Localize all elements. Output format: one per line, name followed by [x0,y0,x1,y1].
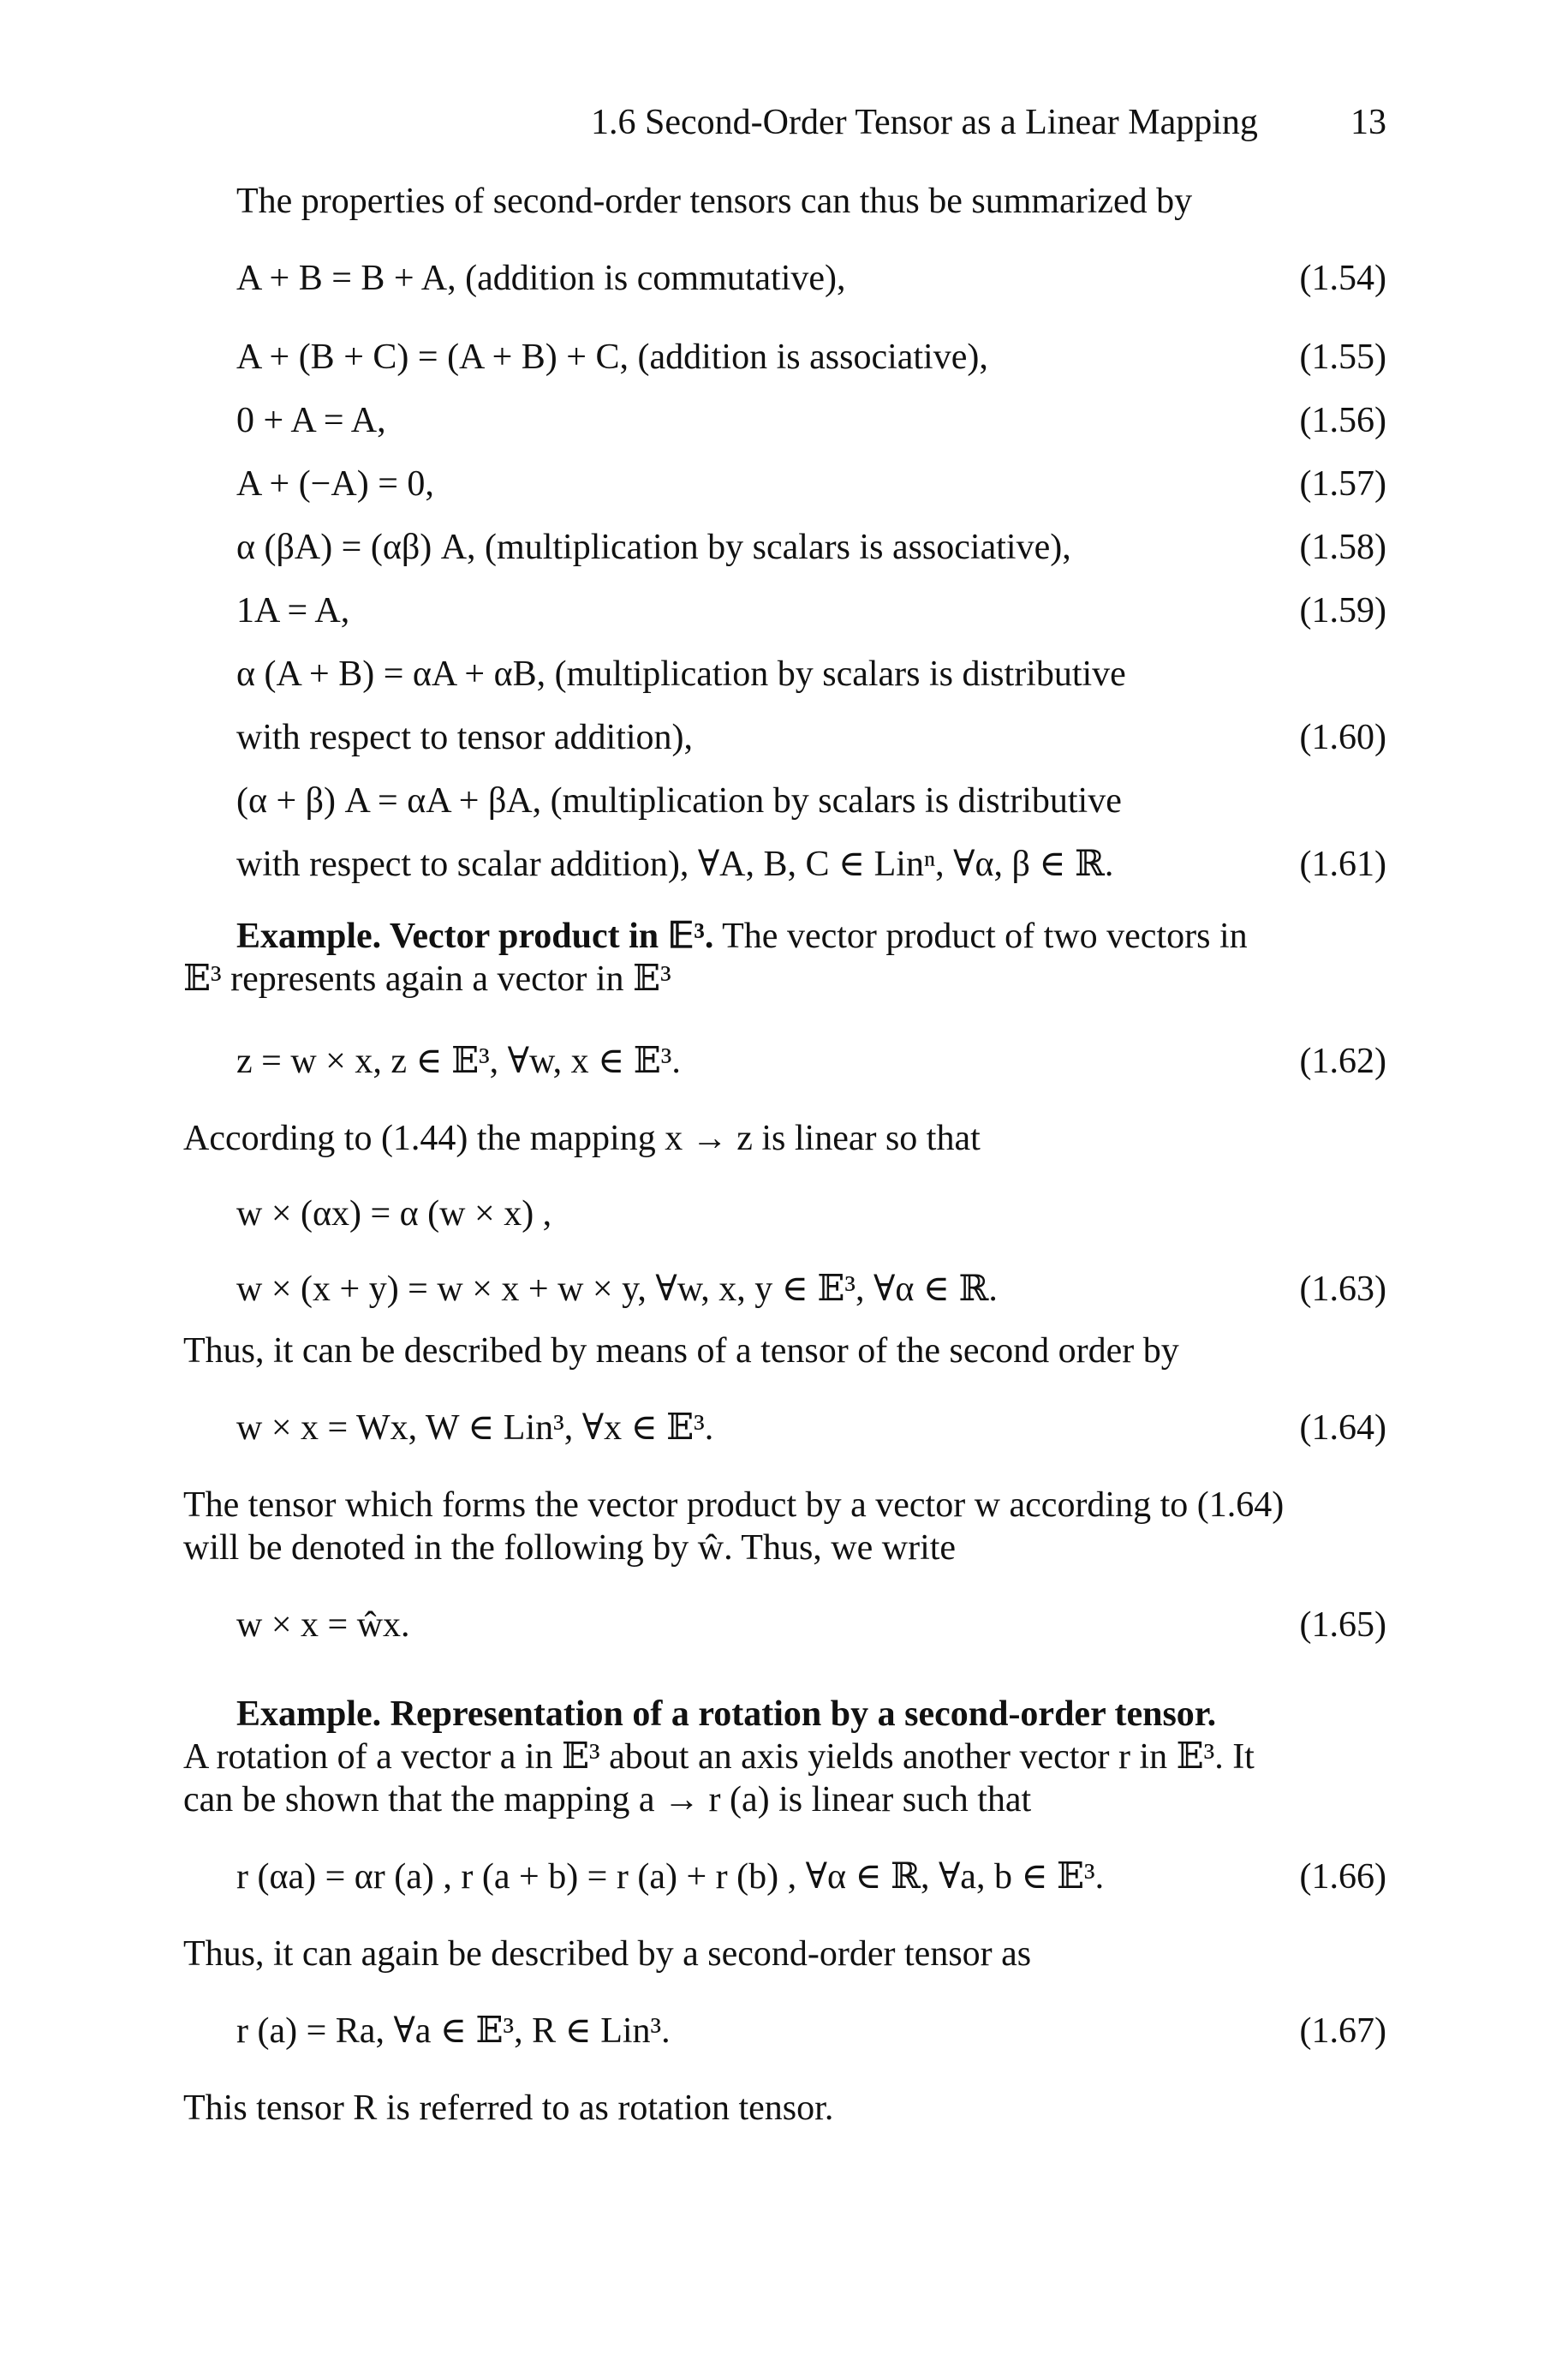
running-title: 1.6 Second-Order Tensor as a Linear Mapping [591,103,1258,142]
example-rotation-text-2: can be shown that the mapping a → r (a) is linear such that [183,1780,1032,1819]
example-vector-product-paragraph [183,915,1386,958]
equation-1-56: 0 + A = A, [236,401,386,440]
equation-number-1-64: (1.64) [1299,1408,1386,1448]
equation-1-61-line2: with respect to scalar addition), ∀A, B, C ∈ Linⁿ, ∀α, β ∈ ℝ. [236,845,1114,884]
example-vector-product-heading: Example. Vector product in 𝔼³. [236,917,714,956]
example-vector-product-text-2: 𝔼³ represents again a vector in 𝔼³ [183,959,671,999]
tensor-text-line-2: will be denoted in the following by ŵ. Thus, we write [183,1528,957,1568]
equation-number-1-55: (1.55) [1299,338,1386,377]
equation-1-60-line2: with respect to tensor addition), [236,718,694,757]
example-rotation-text-1: A rotation of a vector a in 𝔼³ about an axis yields another vector r in 𝔼³. It [183,1737,1255,1777]
example-vector-product-text-1: The vector product of two vectors in [722,917,1248,956]
equation-1-60-line1: α (A + B) = αA + αB, (multiplication by scalars is distributive [236,654,1126,694]
equation-number-1-57: (1.57) [1299,464,1386,504]
equation-1-67: r (a) = Ra, ∀a ∈ 𝔼³, R ∈ Lin³. [236,2011,671,2051]
equation-1-59: 1A = A, [236,591,350,630]
equation-number-1-63: (1.63) [1299,1270,1386,1309]
example-rotation-heading: Example. Representation of a rotation by a second-order tensor. [236,1694,1217,1734]
equation-number-1-67: (1.67) [1299,2011,1386,2051]
equation-1-63-line1: w × (αx) = α (w × x) , [236,1194,552,1234]
equation-1-55: A + (B + C) = (A + B) + C, (addition is associative), [236,338,988,377]
equation-1-58: α (βA) = (αβ) A, (multiplication by scalars is associative), [236,528,1071,567]
equation-1-64: w × x = Wx, W ∈ Lin³, ∀x ∈ 𝔼³. [236,1408,714,1448]
rotation-tensor-text: This tensor R is referred to as rotation tensor. [183,2088,834,2128]
equation-number-1-65: (1.65) [1299,1605,1386,1645]
equation-number-1-66: (1.66) [1299,1857,1386,1897]
equation-1-61-line1: (α + β) A = αA + βA, (multiplication by scalars is distributive [236,781,1122,821]
equation-number-1-61: (1.61) [1299,845,1386,884]
intro-text: The properties of second-order tensors can thus be summarized by [236,182,1193,221]
equation-number-1-56: (1.56) [1299,401,1386,440]
thus-text-2: Thus, it can again be described by a second-order tensor as [183,1934,1032,1974]
equation-number-1-58: (1.58) [1299,528,1386,567]
equation-1-63-line2: w × (x + y) = w × x + w × y, ∀w, x, y ∈ 𝔼³, ∀α ∈ ℝ. [236,1270,998,1309]
tensor-text-line-1: The tensor which forms the vector product by a vector w according to (1.64) [183,1485,1285,1525]
equation-1-66: r (αa) = αr (a) , r (a + b) = r (a) + r (b) , ∀α ∈ ℝ, ∀a, b ∈ 𝔼³. [236,1857,1105,1897]
equation-1-54: A + B = B + A, (addition is commutative), [236,259,846,298]
linear-mapping-text: According to (1.44) the mapping x → z is linear so that [183,1119,981,1158]
equation-number-1-59: (1.59) [1299,591,1386,630]
equation-number-1-54: (1.54) [1299,259,1386,298]
page-number: 13 [1350,103,1386,142]
equation-number-1-60: (1.60) [1299,718,1386,757]
equation-1-62: z = w × x, z ∈ 𝔼³, ∀w, x ∈ 𝔼³. [236,1042,681,1081]
equation-number-1-62: (1.62) [1299,1042,1386,1081]
equation-1-65: w × x = ŵx. [236,1605,410,1645]
equation-1-57: A + (−A) = 0, [236,464,434,504]
thus-text-1: Thus, it can be described by means of a tensor of the second order by [183,1331,1179,1371]
